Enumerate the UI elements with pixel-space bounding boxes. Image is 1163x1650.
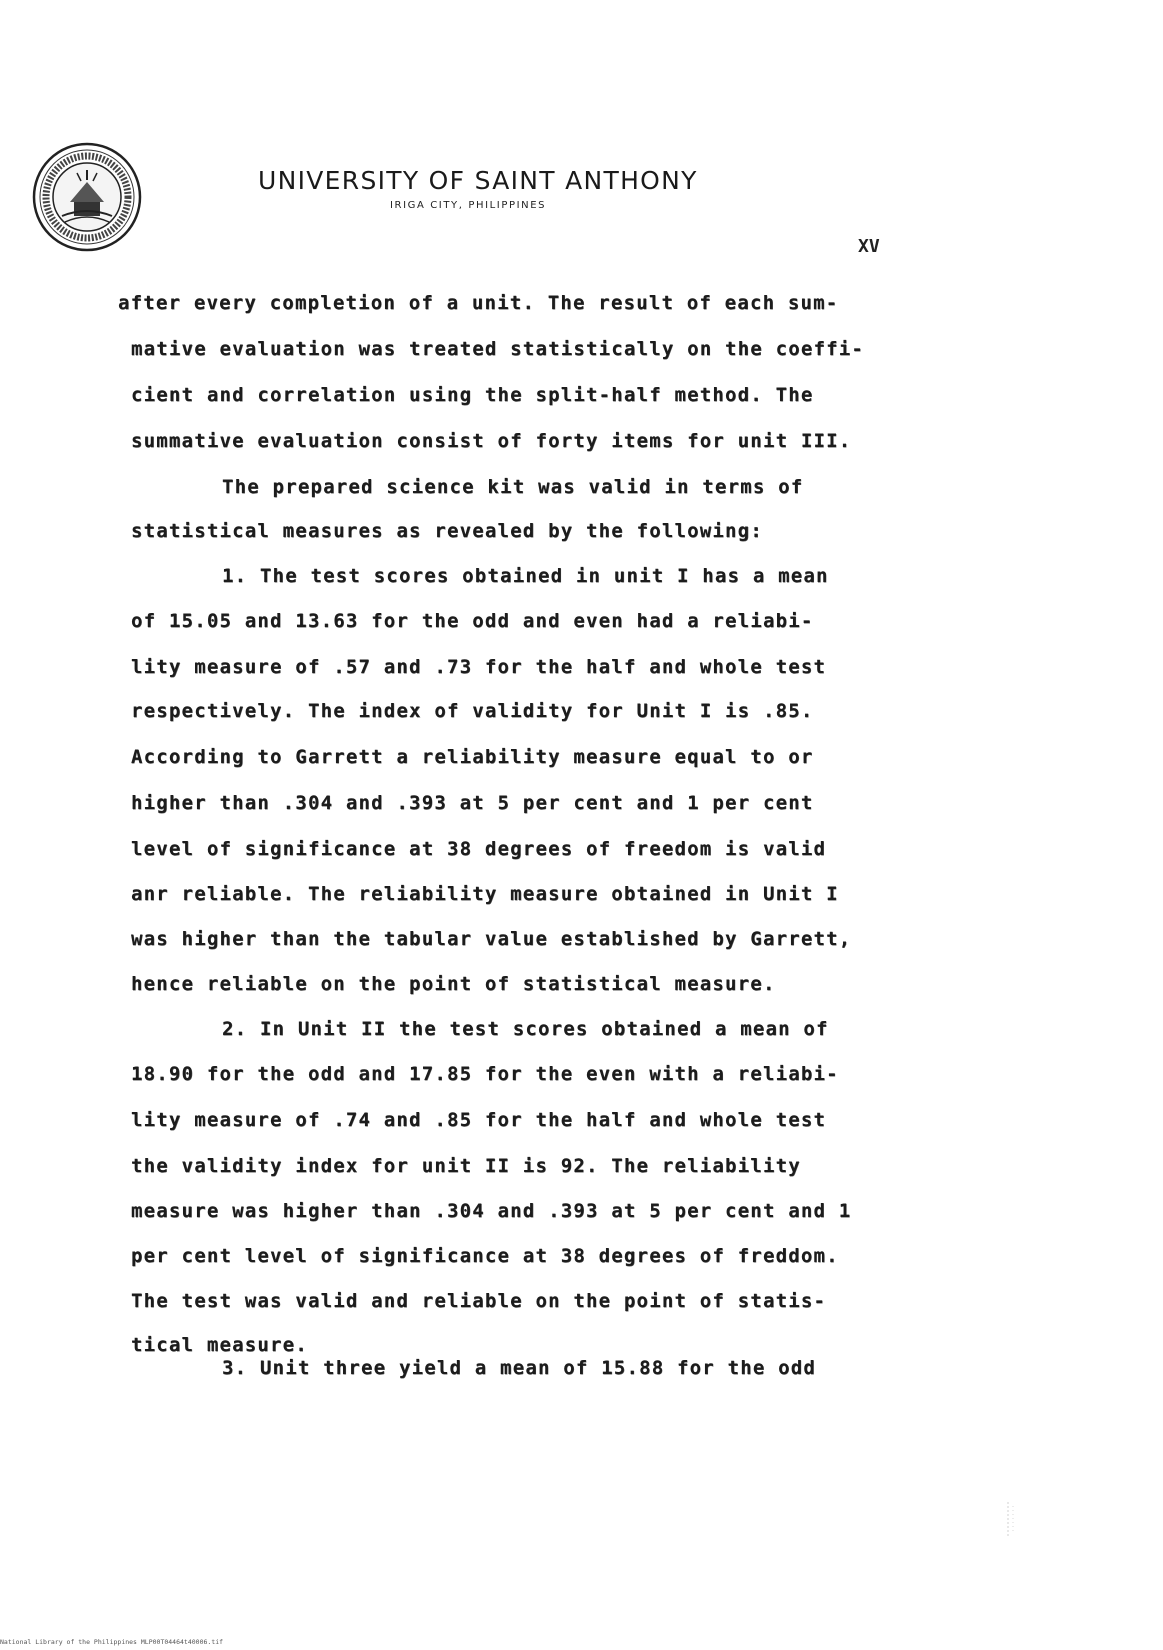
body-line: summative evaluation consist of forty items for unit III. [131, 430, 852, 452]
body-line: According to Garrett a reliability measure equal to or [131, 746, 814, 768]
body-line: 1. The test scores obtained in unit I has a mean [222, 565, 829, 587]
scan-margin-mark-icon [1005, 1500, 1019, 1540]
body-line: 18.90 for the odd and 17.85 for the even with a reliabi- [131, 1063, 839, 1085]
university-name: UNIVERSITY OF SAINT ANTHONY [258, 166, 698, 195]
body-line: anr reliable. The reliability measure obtained in Unit I [131, 883, 839, 905]
body-line: The prepared science kit was valid in terms of [222, 476, 804, 498]
body-line: 3. Unit three yield a mean of 15.88 for the odd [222, 1357, 817, 1379]
body-line: statistical measures as revealed by the following: [131, 520, 763, 542]
body-line: mative evaluation was treated statistically on the coeffi- [131, 338, 865, 360]
body-line: hence reliable on the point of statistical measure. [131, 973, 776, 995]
body-line: 2. In Unit II the test scores obtained a mean of [222, 1018, 829, 1040]
body-line: tical measure. [131, 1334, 308, 1356]
body-line: level of significance at 38 degrees of freedom is valid [131, 838, 827, 860]
university-location: IRIGA CITY, PHILIPPINES [390, 200, 547, 211]
university-seal-icon [32, 142, 142, 252]
body-line: respectively. The index of validity for Unit I is .85. [131, 700, 814, 722]
body-line: the validity index for unit II is 92. The reliability [131, 1155, 801, 1177]
body-line: The test was valid and reliable on the point of statis- [131, 1290, 827, 1312]
body-line: was higher than the tabular value established by Garrett, [131, 928, 852, 950]
scan-caption: National Library of the Philippines MLP00T04464t40006.tif [0, 1638, 224, 1646]
page-number: XV [858, 236, 880, 257]
body-line: lity measure of .57 and .73 for the half and whole test [131, 656, 827, 678]
body-line: cient and correlation using the split-half method. The [131, 384, 814, 406]
body-line: measure was higher than .304 and .393 at 5 per cent and 1 [131, 1200, 852, 1222]
body-line: higher than .304 and .393 at 5 per cent and 1 per cent [131, 792, 814, 814]
body-line: after every completion of a unit. The result of each sum- [118, 292, 839, 314]
body-line: of 15.05 and 13.63 for the odd and even had a reliabi- [131, 610, 814, 632]
body-line: per cent level of significance at 38 degrees of freddom. [131, 1245, 839, 1267]
body-line: lity measure of .74 and .85 for the half and whole test [131, 1109, 827, 1131]
